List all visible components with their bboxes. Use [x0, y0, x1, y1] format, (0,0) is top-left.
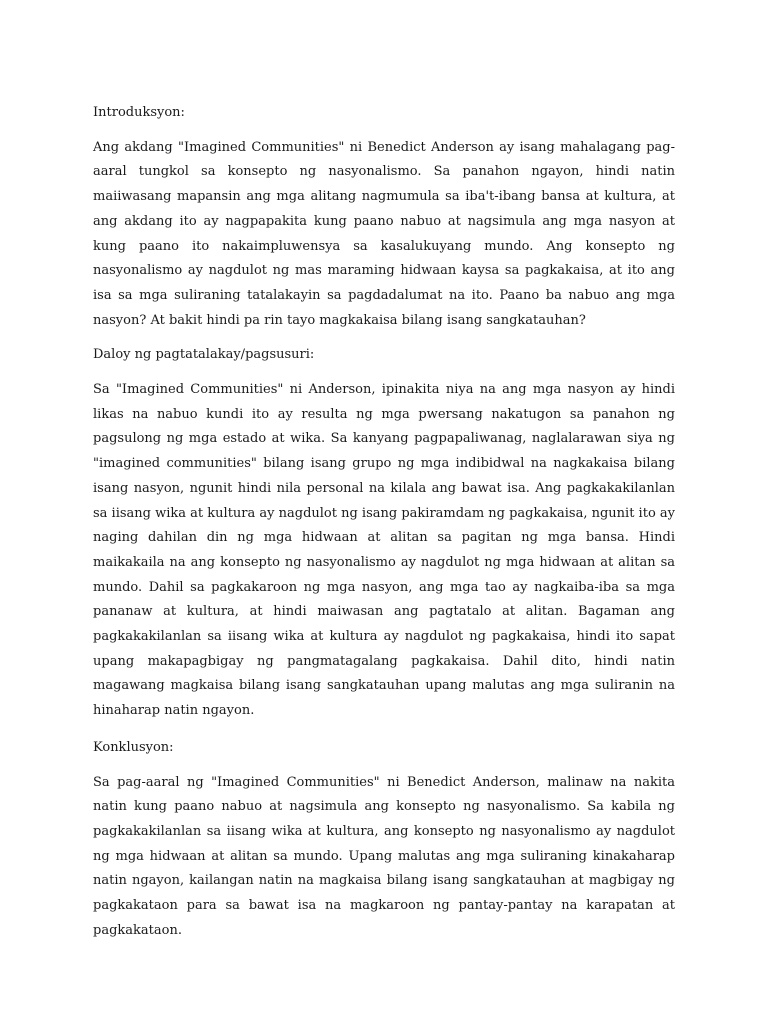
section-paragraph-introduksyon: Ang akdang "Imagined Communities" ni Benedict Anderson ay isang mahalagang pag-aaral tungkol sa konsepto ng nasyonalismo. Sa panahon ngayon, hindi natin maiiwasang mapansin ang mga alitang nagmumula sa iba't-ibang bansa at kultura, at ang akdang ito ay nagpapakita kung paano nabuo at nagsimula ang mga nasyon at kung paano ito nakaimpluwensya sa kasalukuyang mundo. Ang konsepto ng nasyonalismo ay nagdulot ng mas maraming hidwaan kaysa sa pagkakaisa, at ito ang isa sa mga suliraning tatalakayin sa pagdadalumat na ito. Paano ba nabuo ang mga nasyon? At bakit hindi pa rin tayo magkakaisa bilang isang sangkatauhan? [93, 139, 675, 328]
section-paragraph-daloy: Sa "Imagined Communities" ni Anderson, ipinakita niya na ang mga nasyon ay hindi likas na nabuo kundi ito ay resulta ng mga pwersang nakatugon sa panahon ng pagsulong ng mga estado at wika. Sa kanyang pagpapaliwanag, naglalarawan siya ng "imagined communities" bilang isang grupo ng mga indibidwal na nagkakaisa bilang isang nasyon, ngunit hindi nila personal na kilala ang bawat isa. Ang pagkakakilanlan sa iisang wika at kultura ay nagdulot ng isang pakiramdam ng pagkakaisa, ngunit ito ay naging dahilan din ng mga hidwaan at alitan sa pagitan ng mga bansa. Hindi maikakaila na ang konsepto ng nasyonalismo ay nagdulot ng mga hidwaan at alitan sa mundo. Dahil sa pagkakaroon ng mga nasyon, ang mga tao ay nagkaiba-iba sa mga pananaw at kultura, at hindi maiwasan ang pagtatalo at alitan. Bagaman ang pagkakakilanlan sa iisang wika at kultura ay nagdulot ng pagkakaisa, hindi ito sapat upang makapagbigay ng pangmatagalang pagkakaisa. Dahil dito, hindi natin magawang magkaisa bilang isang sangkatauhan upang malutas ang mga suliranin na hinaharap natin ngayon. [93, 382, 675, 719]
section-paragraph-konklusyon: Sa pag-aaral ng "Imagined Communities" ni Benedict Anderson, malinaw na nakita natin kung paano nabuo at nagsimula ang konsepto ng nasyonalismo. Sa kabila ng pagkakakilanlan sa iisang wika at kultura, ang konsepto ng nasyonalismo ay nagdulot ng mga hidwaan at alitan sa mundo. Upang malutas ang mga suliraning kinakaharap natin ngayon, kailangan natin na magkaisa bilang isang sangkatauhan at magbigay ng pagkakataon para sa bawat isa na magkaroon ng pantay-pantay na karapatan at pagkakataon. [93, 774, 675, 938]
section-heading-introduksyon: Introduksyon: [93, 105, 185, 120]
section-heading-konklusyon: Konklusyon: [93, 739, 174, 755]
document-body [93, 101, 675, 954]
section-heading-daloy: Daloy ng pagtatalakay/pagsusuri: [93, 347, 315, 363]
